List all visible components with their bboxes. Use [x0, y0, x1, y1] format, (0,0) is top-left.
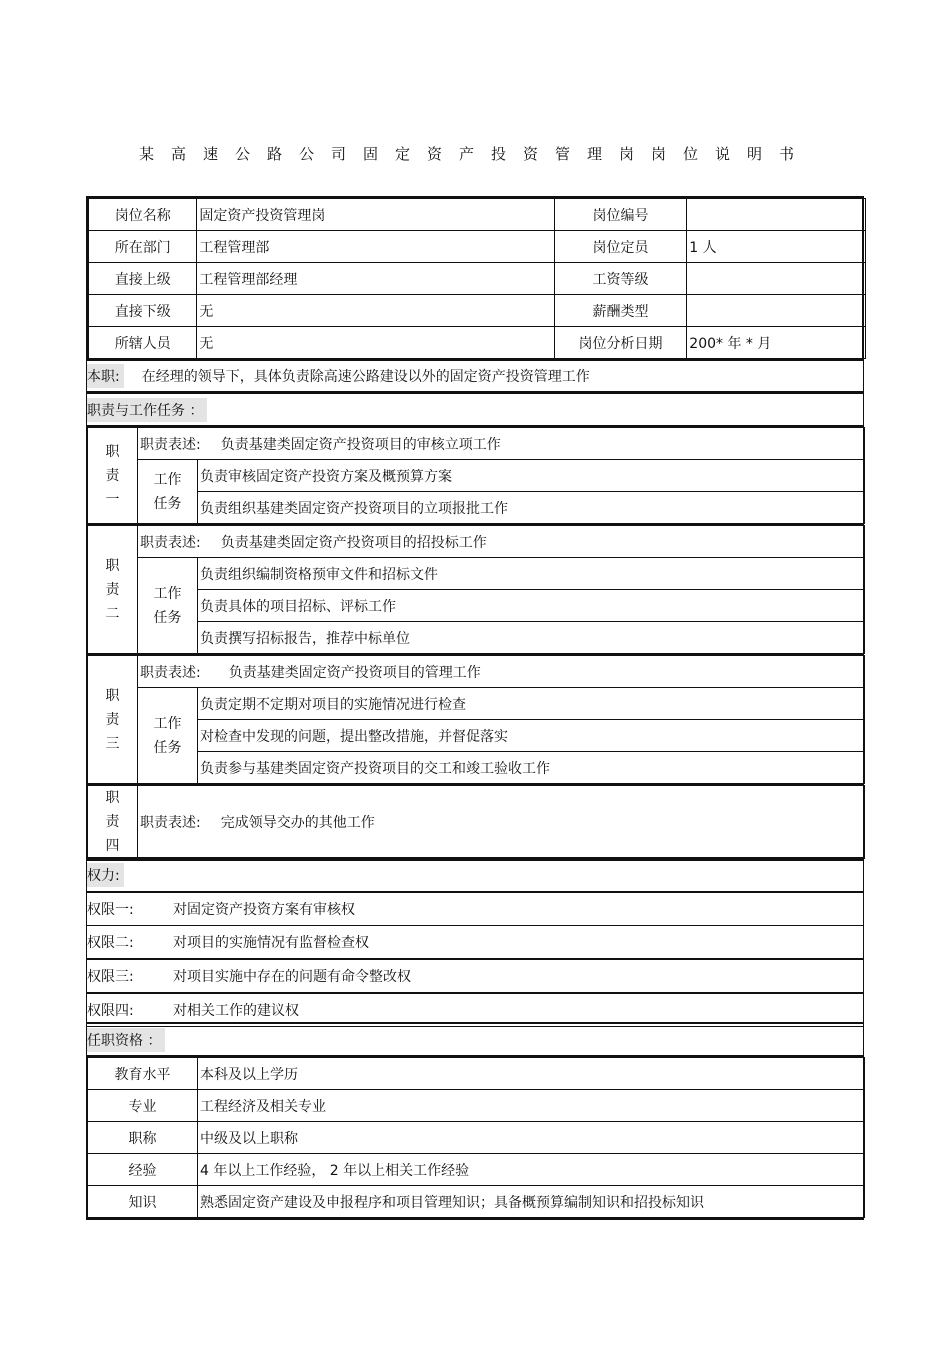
qual-label: 教育水平 — [88, 1058, 198, 1090]
duty-side-label: 职 责 一 — [88, 428, 138, 524]
info-row — [89, 231, 866, 263]
duty-description: 职责表述: 负责基建类固定资产投资项目的招投标工作 — [138, 526, 865, 558]
duty-side-label: 职 责 二 — [88, 526, 138, 654]
info-label: 所辖人员 — [89, 327, 197, 359]
main-duty-label: 本职: — [87, 364, 124, 388]
info-value: 无 — [197, 295, 554, 327]
qual-label: 职称 — [88, 1122, 198, 1154]
duty-block-1 — [86, 425, 864, 525]
power-row: 权限三: 对项目实施中存在的问题有命令整改权 — [87, 960, 863, 993]
page-title: 某高速公路公司固定资产投资管理岗岗位说明书 — [138, 145, 811, 163]
duty-block-3 — [86, 653, 864, 785]
info-label: 薪酬类型 — [554, 295, 687, 327]
task-item: 对检查中发现的问题，提出整改措施，并督促落实 — [198, 720, 865, 752]
qual-label: 经验 — [88, 1154, 198, 1186]
task-label: 工作 任务 — [138, 688, 198, 784]
duties-header: 职责与工作任务 ： — [87, 398, 207, 422]
info-label: 所在部门 — [89, 231, 197, 263]
info-label: 直接上级 — [89, 263, 197, 295]
duty-description: 职责表述: 负责基建类固定资产投资项目的审核立项工作 — [138, 428, 865, 460]
qual-row — [88, 1186, 865, 1218]
info-value: 工程管理部 — [197, 231, 554, 263]
duty-side-label: 职 责 三 — [88, 656, 138, 784]
qual-value: 中级及以上职称 — [198, 1122, 865, 1154]
info-row — [89, 327, 866, 359]
info-label: 岗位名称 — [89, 199, 197, 231]
main-duty-text: 在经理的领导下，具体负责除高速公路建设以外的固定资产投资管理工作 — [141, 368, 590, 385]
qual-header-row — [86, 1022, 864, 1056]
task-item: 负责具体的项目招标、评标工作 — [198, 590, 865, 622]
task-item: 负责定期不定期对项目的实施情况进行检查 — [198, 688, 865, 720]
duty-side-label: 职 责 四 — [88, 786, 138, 859]
duty-description: 职责表述: 完成领导交办的其他工作 — [138, 786, 865, 859]
qual-row — [88, 1122, 865, 1154]
task-item: 负责撰写招标报告，推荐中标单位 — [198, 622, 865, 654]
powers-section — [86, 857, 864, 1027]
info-row — [89, 199, 866, 231]
task-label: 工作 任务 — [138, 558, 198, 654]
qual-value: 工程经济及相关专业 — [198, 1090, 865, 1122]
info-value: 工程管理部经理 — [197, 263, 554, 295]
task-item: 负责参与基建类固定资产投资项目的交工和竣工验收工作 — [198, 752, 865, 784]
info-value: 200* 年 * 月 — [687, 327, 866, 359]
qual-row — [88, 1090, 865, 1122]
main-duty-row — [86, 358, 864, 392]
qual-label: 专业 — [88, 1090, 198, 1122]
power-row: 权限四: 对相关工作的建议权 — [87, 993, 863, 1026]
info-value: 1 人 — [687, 231, 866, 263]
qual-row — [88, 1154, 865, 1186]
qual-value: 4 年以上工作经验， 2 年以上相关工作经验 — [198, 1154, 865, 1186]
info-row — [89, 295, 866, 327]
qual-value: 本科及以上学历 — [198, 1058, 865, 1090]
info-value: 无 — [197, 327, 554, 359]
task-label: 工作 任务 — [138, 460, 198, 524]
duty-block-2 — [86, 523, 864, 655]
qual-label: 知识 — [88, 1186, 198, 1218]
info-label: 岗位定员 — [554, 231, 687, 263]
info-label: 岗位编号 — [554, 199, 687, 231]
task-item: 负责组织基建类固定资产投资项目的立项报批工作 — [198, 492, 865, 524]
powers-header: 权力: — [87, 863, 124, 887]
qual-header: 任职资格 ： — [87, 1028, 165, 1052]
info-label: 岗位分析日期 — [554, 327, 687, 359]
info-row — [89, 263, 866, 295]
info-value — [687, 199, 866, 231]
task-item: 负责审核固定资产投资方案及概预算方案 — [198, 460, 865, 492]
info-value — [687, 263, 866, 295]
qual-value: 熟悉固定资产建设及申报程序和项目管理知识；具备概预算编制知识和招投标知识 — [198, 1186, 865, 1218]
power-row: 权限一: 对固定资产投资方案有审核权 — [87, 893, 863, 926]
duty-description: 职责表述: 负责基建类固定资产投资项目的管理工作 — [138, 656, 865, 688]
basic-info-table — [86, 196, 864, 361]
power-row: 权限二: 对项目的实施情况有监督检查权 — [87, 926, 863, 960]
info-value — [687, 295, 866, 327]
qual-row — [88, 1058, 865, 1090]
info-value: 固定资产投资管理岗 — [197, 199, 554, 231]
info-label: 直接下级 — [89, 295, 197, 327]
duty-block-4 — [86, 783, 864, 861]
duties-header-row — [86, 392, 864, 426]
powers-header-row — [87, 859, 863, 893]
qualifications-table — [86, 1056, 864, 1220]
task-item: 负责组织编制资格预审文件和招标文件 — [198, 558, 865, 590]
info-label: 工资等级 — [554, 263, 687, 295]
